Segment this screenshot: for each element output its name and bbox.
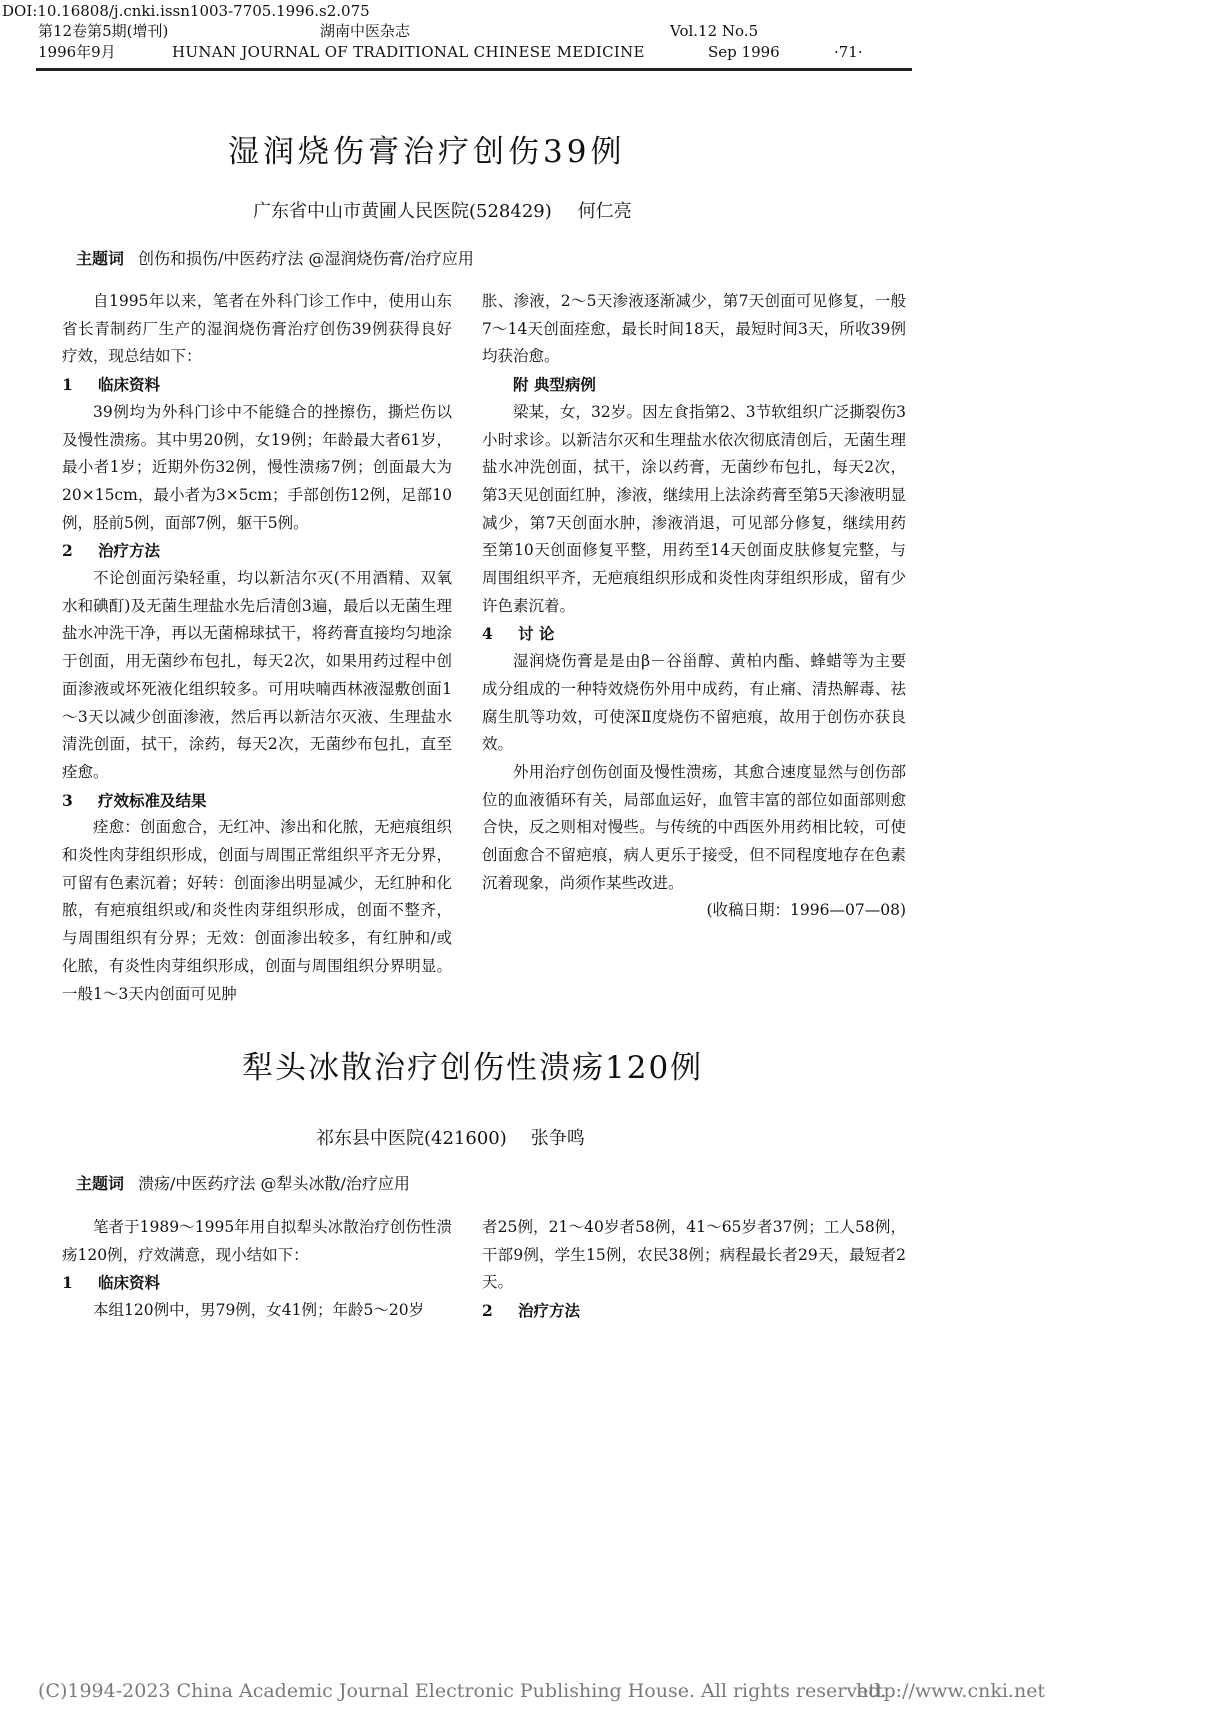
section-title: 讨 论 (518, 624, 555, 644)
paragraph: 梁某，女，32岁。因左食指第2、3节软组织广泛撕裂伤3小时求诊。以新洁尔灭和生理盐水依次彻底清创后，无菌生理盐水冲洗创面，拭干，涂以药膏，无菌纱布包扎，每天2次，第3天见创面红肿，渗液，继续用上法涂药膏至第5天渗液明显减少，第7天创面水肿，渗液消退，可见部分修复，继续用药至第10天创面修复平整，用药至14天创面皮肤修复完整，与周围组织平齐，无疤痕组织形成和炎性肉芽组织形成，留有少许色素沉着。 (482, 402, 906, 615)
section-number: 2 (62, 541, 73, 561)
section-title: 临床资料 (98, 1273, 161, 1293)
volume-en: Vol.12 No.5 (670, 22, 759, 40)
article2-affiliation (316, 1124, 585, 1150)
case-subheading: 附 典型病例 (513, 375, 596, 395)
received-date: (收稿日期：1996—07—08) (706, 901, 906, 920)
section-number: 3 (62, 790, 73, 810)
article1-keywords (76, 246, 474, 269)
doi: DOI:10.16808/j.cnki.issn1003-7705.1996.s2.075 (2, 2, 370, 20)
article1-keywords-label: 主题词 (76, 249, 125, 268)
header-rule (36, 68, 912, 71)
paragraph-continued: 胀、渗液，2～5天渗液逐渐减少，第7天创面可见修复，一般7～14天创面痊愈，最长时间18天，最短时间3天，所收39例均获治愈。 (482, 292, 906, 366)
article2-left-column (62, 1214, 452, 1325)
section-number: 1 (62, 1273, 73, 1293)
paragraph: 本组120例中，男79例，女41例；年龄5～20岁 (93, 1301, 425, 1320)
section-heading (482, 1297, 906, 1325)
section-title: 临床资料 (98, 375, 161, 395)
paragraph: 外用治疗创伤创面及慢性溃疡，其愈合速度显然与创伤部位的血液循环有关，局部血运好，血管丰富的部位如面部则愈合快，反之则相对慢些。与传统的中西医外用药相比较，可使创面愈合不留疤痕，病人更乐于接受，但不同程度地存在色素沉着现象，尚须作某些改进。 (482, 762, 906, 892)
section-heading (62, 1269, 452, 1297)
section-number: 1 (62, 375, 73, 395)
article2-affiliation-text: 祁东县中医院(421600) (316, 1128, 507, 1149)
section-title: 治疗方法 (98, 541, 161, 561)
article1-left-column (62, 288, 452, 1008)
page-number: ·71· (834, 43, 863, 61)
article2-title: 犁头冰散治疗创伤性溃疡120例 (242, 1050, 704, 1086)
paragraph: 自1995年以来，笔者在外科门诊工作中，使用山东省长青制药厂生产的湿润烧伤膏治疗创伤39例获得良好疗效，现总结如下： (62, 292, 452, 366)
paragraph: 湿润烧伤膏是是由β－谷甾醇、黄柏内酯、蜂蜡等为主要成分组成的一种特效烧伤外用中成药，有止痛、清热解毒、祛腐生肌等功效，可使深Ⅱ度烧伤不留疤痕，故用于创伤亦获良效。 (482, 652, 906, 754)
article1-title: 湿润烧伤膏治疗创伤39例 (228, 134, 626, 170)
journal-name-cn: 湖南中医杂志 (320, 22, 411, 40)
section-number: 2 (482, 1301, 493, 1321)
paragraph: 笔者于1989～1995年用自拟犁头冰散治疗创伤性溃疡120例，疗效满意，现小结如下： (62, 1218, 452, 1264)
paragraph: 不论创面污染轻重，均以新洁尔灭(不用酒精、双氧水和碘酊)及无菌生理盐水先后清创3遍，最后以无菌生理盐水冲洗干净，再以无菌棉球拭干，将药膏直接均匀地涂于创面，用无菌纱布包扎，每天2次，如果用药过程中创面渗液或坏死液化组织较多。可用呋喃西林液湿敷创面1～3天以减少创面渗液，然后再以新洁尔灭液、生理盐水清洗创面，拭干，涂药，每天2次，无菌纱布包扎，直至痊愈。 (62, 569, 452, 781)
cnki-url[interactable]: http://www.cnki.net (856, 1680, 1046, 1702)
section-title: 疗效标准及结果 (98, 790, 207, 810)
article2-author: 张争鸣 (530, 1128, 585, 1149)
article1-author: 何仁亮 (577, 201, 632, 222)
article2-right-column (482, 1214, 906, 1325)
volume-cn: 第12卷第5期(增刊) (38, 22, 169, 40)
paragraph-continued: 者25例，21～40岁者58例，41～65岁者37例；工人58例，干部9例，学生15例，农民38例；病程最长者29天，最短者2天。 (482, 1218, 906, 1292)
section-heading (482, 620, 906, 648)
paragraph: 39例均为外科门诊中不能缝合的挫擦伤，撕烂伤以及慢性溃疡。其中男20例，女19例；年龄最大者61岁，最小者1岁；近期外伤32例，慢性溃疡7例；创面最大为20×15cm，最小者为3×5cm；手部创伤12例，足部10例，胫前5例，面部7例，躯干5例。 (62, 402, 452, 532)
section-number: 4 (482, 624, 493, 644)
journal-name-en: HUNAN JOURNAL OF TRADITIONAL CHINESE MEDICINE (172, 43, 645, 61)
copyright-notice: (C)1994-2023 China Academic Journal Electronic Publishing House. All rights reserved. (38, 1680, 887, 1702)
date-en: Sep 1996 (708, 43, 780, 61)
article2-keywords (76, 1171, 410, 1194)
article2-keywords-label: 主题词 (76, 1174, 125, 1193)
paragraph: 痊愈：创面愈合，无红冲、渗出和化脓，无疤痕组织和炎性肉芽组织形成，创面与周围正常组织平齐无分界，可留有色素沉着；好转：创面渗出明显减少，无红肿和化脓，有疤痕组织或/和炎性肉芽组织形成，创面不整齐，与周围组织有分界；无效：创面渗出较多，有红肿和/或化脓，有炎性肉芽组织形成，创面与周围组织分界明显。一般1～3天内创面可见肿 (62, 818, 452, 1003)
section-heading (62, 787, 452, 815)
section-heading (62, 537, 452, 565)
article1-keywords-text: 创伤和损伤/中医药疗法 @湿润烧伤膏/治疗应用 (138, 249, 474, 268)
section-title: 治疗方法 (518, 1301, 581, 1321)
article2-keywords-text: 溃疡/中医药疗法 @犁头冰散/治疗应用 (138, 1174, 410, 1193)
article1-right-column (482, 288, 906, 925)
article1-affiliation-text: 广东省中山市黄圃人民医院(528429) (253, 201, 552, 222)
article1-affiliation (253, 197, 632, 223)
date-cn: 1996年9月 (38, 43, 116, 61)
section-heading (62, 371, 452, 399)
